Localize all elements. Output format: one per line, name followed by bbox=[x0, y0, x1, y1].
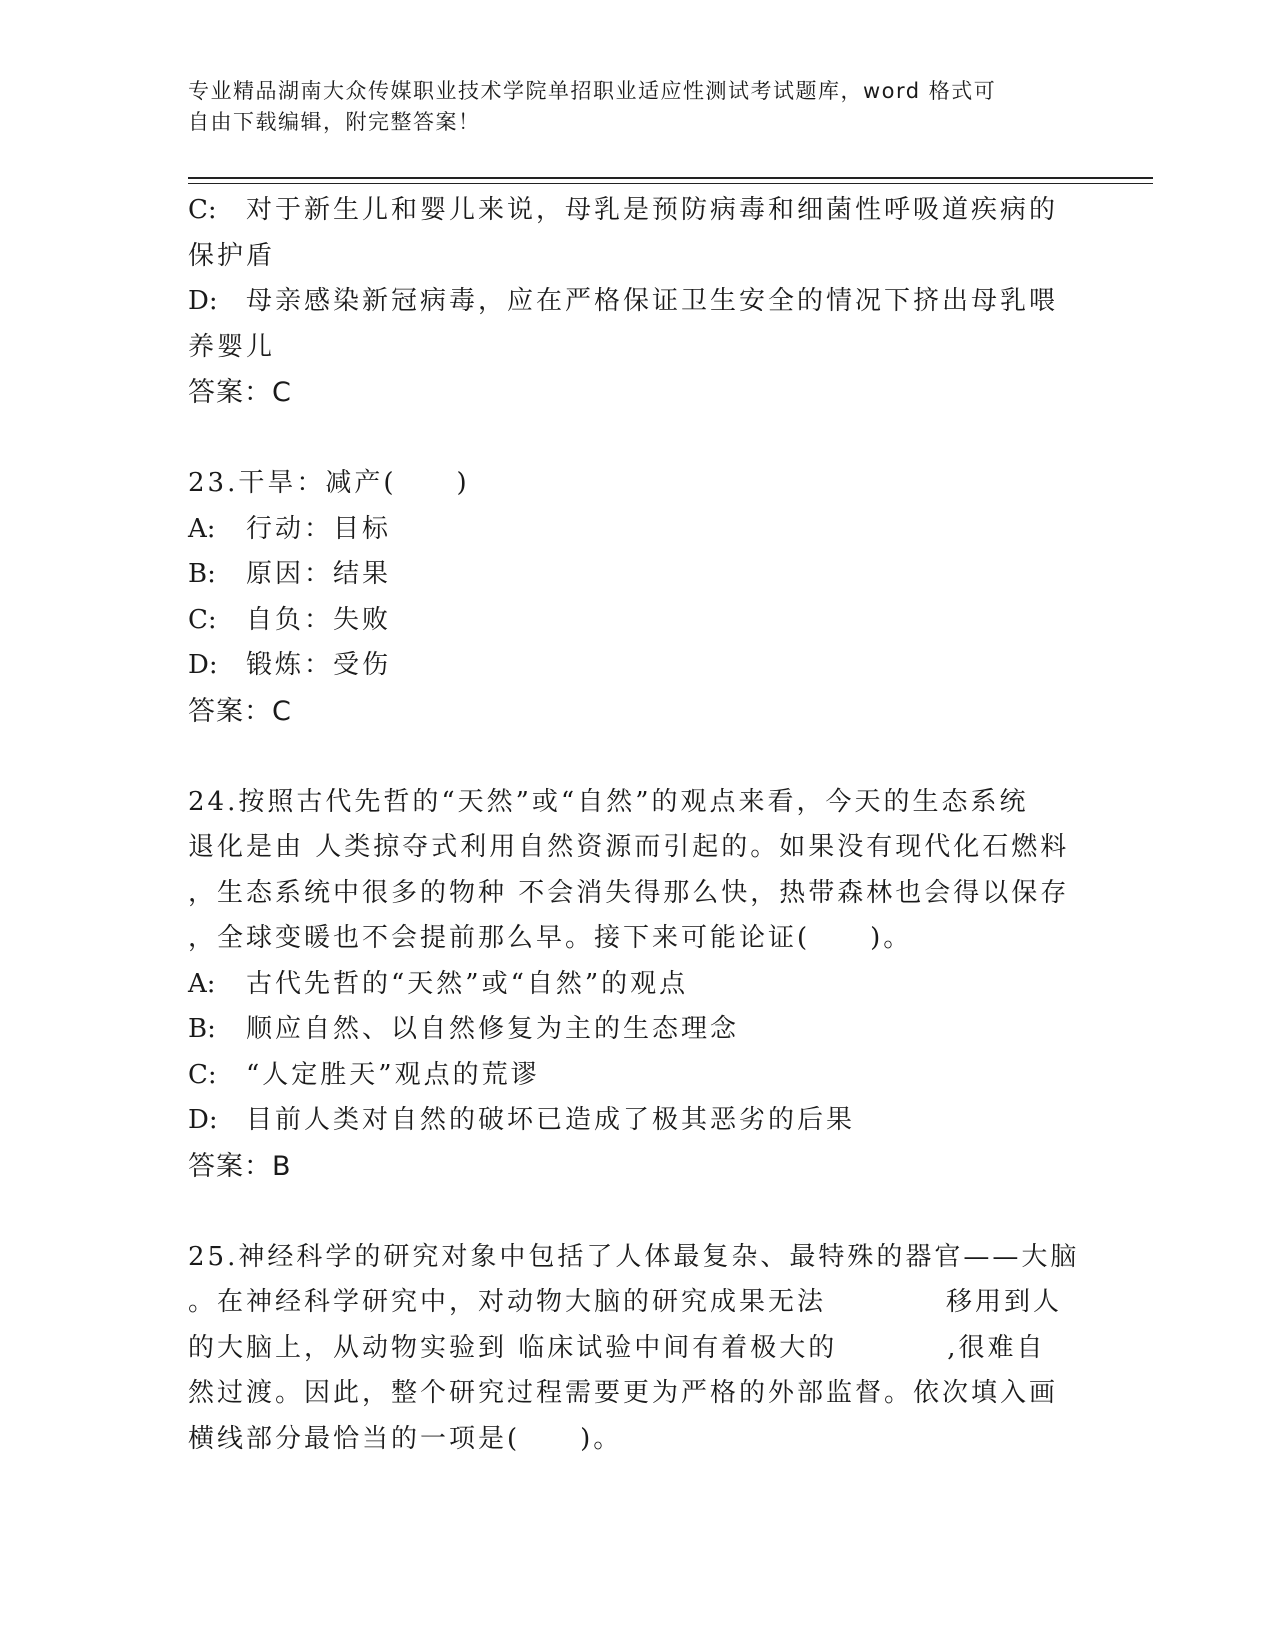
q25-stem-1: 25.神经科学的研究对象中包括了人体最复杂、最特殊的器官——大脑 bbox=[188, 1241, 1080, 1272]
q24-option-d: D: 目前人类对自然的破坏已造成了极其恶劣的后果 bbox=[188, 1105, 856, 1135]
q24-option-c: C: “人定胜天”观点的荒谬 bbox=[188, 1059, 540, 1090]
q23-option-b: B: 原因：结果 bbox=[188, 559, 392, 589]
q24-option-a: A: 古代先哲的“天然”或“自然”的观点 bbox=[188, 968, 689, 999]
q23-stem: 23.干旱：减产( ) bbox=[188, 468, 470, 498]
q25-stem-4: 然过渡。因此，整个研究过程需要更为严格的外部监督。依次填入画 bbox=[188, 1378, 1059, 1408]
header-line-1: 专业精品湖南大众传媒职业技术学院单招职业适应性测试考试题库，word 格式可 bbox=[188, 79, 997, 103]
q22-option-d: D: 母亲感染新冠病毒，应在严格保证卫生安全的情况下挤出母乳喂 bbox=[188, 286, 1059, 316]
q25-stem-3: 的大脑上，从动物实验到 临床试验中间有着极大的 ,很难自 bbox=[188, 1332, 1046, 1363]
q25-stem-5: 横线部分最恰当的一项是( )。 bbox=[188, 1423, 623, 1454]
header-divider-thick bbox=[188, 177, 1153, 179]
page-header bbox=[188, 76, 1068, 138]
header-divider-thin bbox=[188, 183, 1153, 184]
q22-option-d-cont: 养婴儿 bbox=[188, 331, 276, 362]
q23-option-d: D: 锻炼：受伤 bbox=[188, 650, 392, 680]
question-content bbox=[188, 188, 1088, 1462]
q23-answer: 答案：C bbox=[188, 695, 292, 727]
q24-option-b: B: 顺应自然、以自然修复为主的生态理念 bbox=[188, 1014, 740, 1044]
q22-answer: 答案：C bbox=[188, 377, 292, 408]
q24-stem-3: ，生态系统中很多的物种 不会消失得那么快，热带森林也会得以保存 bbox=[188, 877, 1070, 908]
header-line-2: 自由下载编辑，附完整答案！ bbox=[188, 110, 481, 134]
q24-stem-2: 退化是由 人类掠夺式利用自然资源而引起的。如果没有现代化石燃料 bbox=[188, 832, 1070, 862]
q24-stem-4: ，全球变暖也不会提前那么早。接下来可能论证( )。 bbox=[188, 923, 913, 953]
q22-option-c-cont: 保护盾 bbox=[188, 240, 276, 271]
q24-stem-1: 24.按照古代先哲的“天然”或“自然”的观点来看，今天的生态系统 bbox=[188, 786, 1029, 817]
q22-option-c: C: 对于新生儿和婴儿来说，母乳是预防病毒和细菌性呼吸道疾病的 bbox=[188, 195, 1059, 225]
q23-option-c: C: 自负：失败 bbox=[188, 604, 392, 635]
q25-stem-2: 。在神经科学研究中，对动物大脑的研究成果无法 移用到人 bbox=[188, 1287, 1063, 1317]
q23-option-a: A: 行动：目标 bbox=[188, 513, 392, 544]
q24-answer: 答案：B bbox=[188, 1150, 292, 1182]
